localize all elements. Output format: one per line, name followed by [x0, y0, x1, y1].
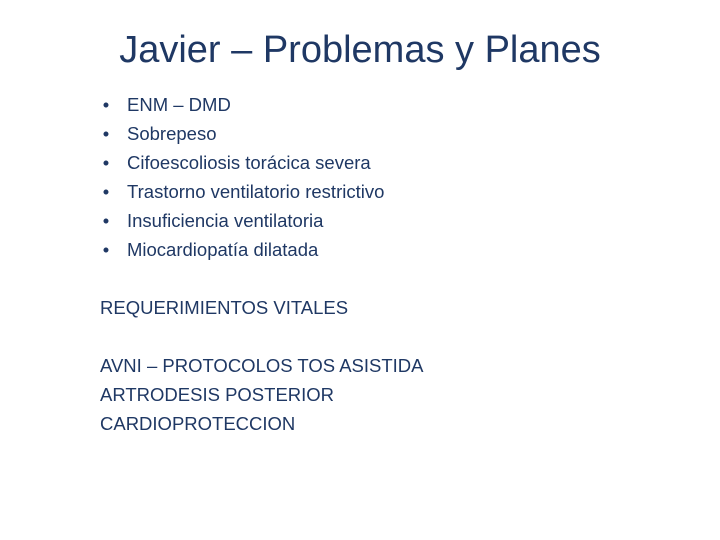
section-heading: REQUERIMIENTOS VITALES [100, 297, 349, 318]
problem-label: ENM – DMD [127, 94, 231, 115]
bullet-icon: • [102, 210, 110, 231]
problem-label: Sobrepeso [127, 123, 217, 144]
problem-label: Miocardiopatía dilatada [127, 239, 319, 260]
plan-list [100, 351, 424, 438]
problem-item [100, 177, 384, 206]
problem-label: Cifoescoliosis torácica severa [127, 152, 371, 173]
problem-item [100, 148, 384, 177]
bullet-icon: • [102, 94, 110, 115]
plan-item: CARDIOPROTECCION [100, 413, 296, 434]
bullet-icon: • [102, 152, 110, 173]
bullet-icon: • [102, 181, 110, 202]
problem-label: Trastorno ventilatorio restrictivo [127, 181, 385, 202]
problem-list [100, 90, 384, 264]
problem-label: Insuficiencia ventilatoria [127, 210, 324, 231]
bullet-icon: • [102, 239, 110, 260]
bullet-icon: • [102, 123, 110, 144]
problem-item [100, 235, 384, 264]
problem-item [100, 206, 384, 235]
plan-item: ARTRODESIS POSTERIOR [100, 384, 335, 405]
problem-item [100, 119, 384, 148]
plan-item: AVNI – PROTOCOLOS TOS ASISTIDA [100, 355, 424, 376]
slide-title: Javier – Problemas y Planes [119, 29, 601, 71]
problem-item [100, 90, 384, 119]
